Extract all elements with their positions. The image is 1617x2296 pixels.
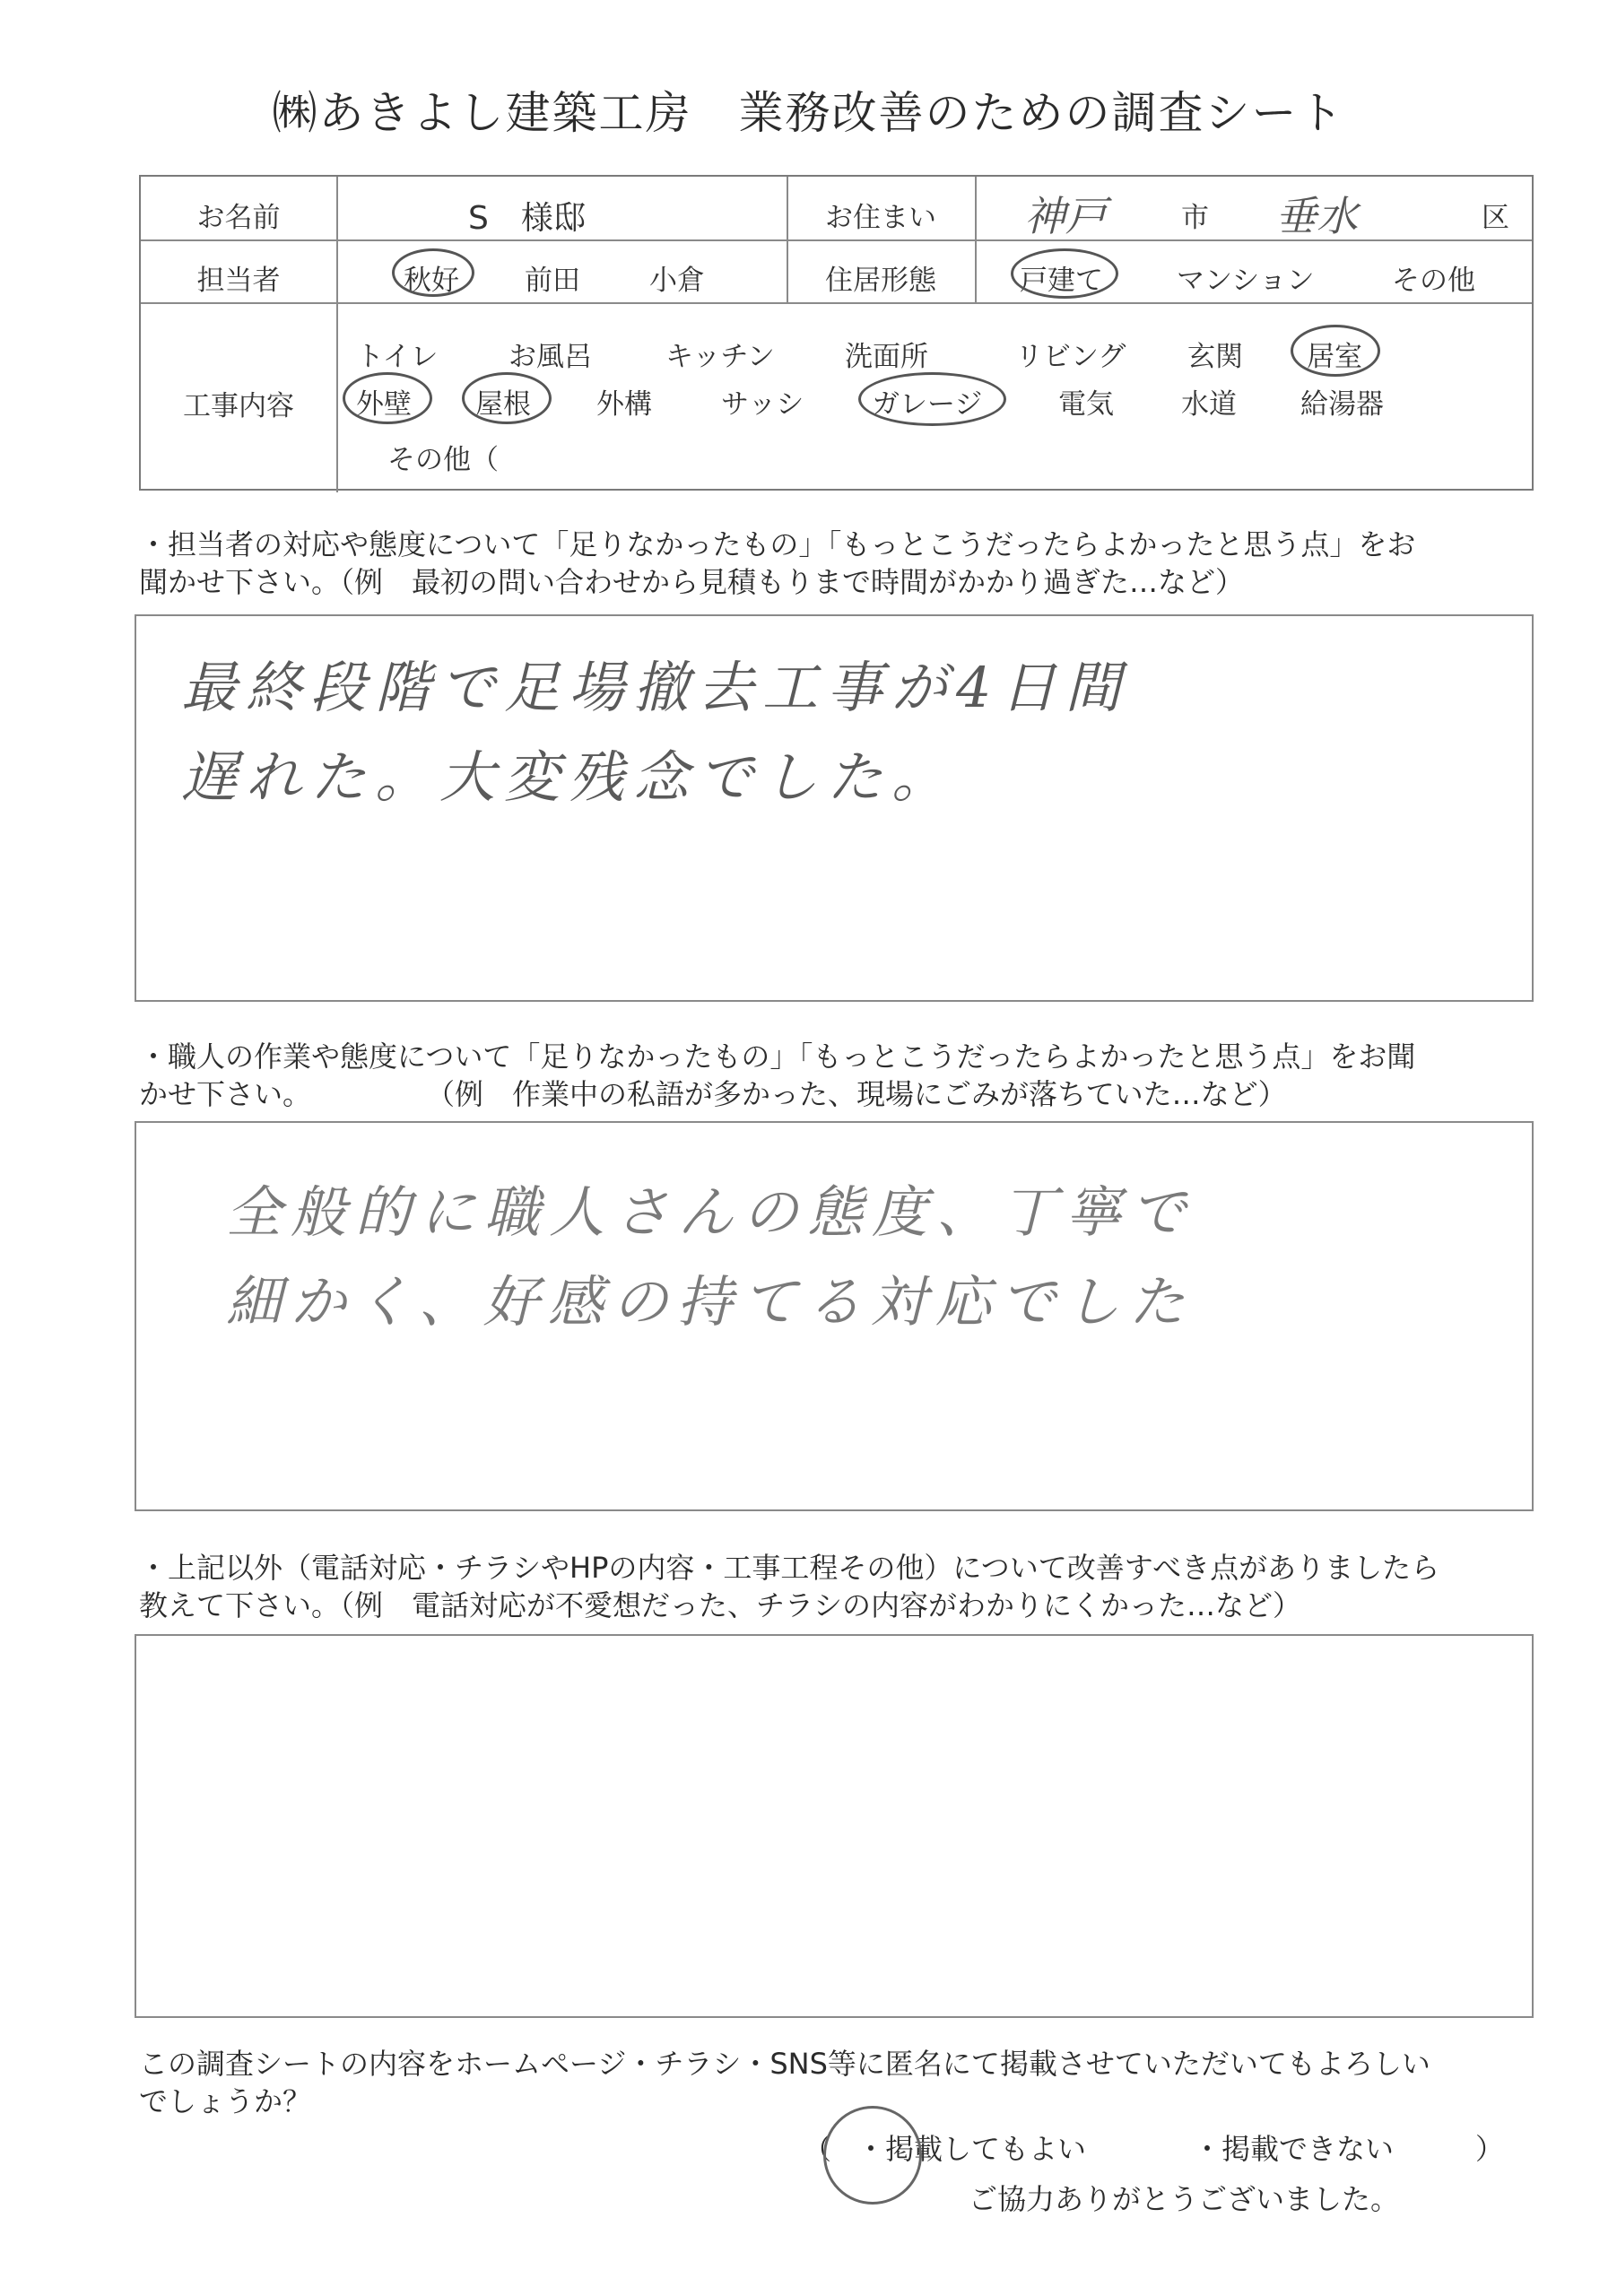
answer-1-line-2: 遅れた。大変残念でした。 xyxy=(181,744,957,810)
work-option: トイレ xyxy=(356,341,439,373)
question-2-line-2: かせ下さい。 （例 作業中の私語が多かった、現場にごみが落ちていた…など） xyxy=(139,1077,1287,1111)
consent-line-2: でしょうか？ xyxy=(139,2084,312,2118)
staff-option-akiyoshi: 秋好 xyxy=(404,265,459,297)
work-option: 玄関 xyxy=(1187,341,1243,373)
work-option: 電気 xyxy=(1058,388,1114,421)
thanks-message: ご協力ありがとうございました。 xyxy=(969,2182,1400,2216)
page-title: ㈱あきよし建築工房 業務改善のための調査シート xyxy=(272,87,1345,139)
consent-option-yes[interactable]: ・掲載してもよい xyxy=(856,2132,1087,2166)
answer-box-3[interactable] xyxy=(135,1634,1534,2018)
table-divider xyxy=(141,302,1532,304)
answer-1-line-1: 最終段階で足場撤去工事が4日間 xyxy=(181,655,1130,720)
housing-option-house: 戸建て xyxy=(1020,265,1103,297)
question-1-line-1: ・担当者の対応や態度について「足りなかったもの」「もっとこうだったらよかったと思う点」をお xyxy=(139,527,1416,561)
consent-open-paren: （ xyxy=(803,2132,832,2166)
work-option: サッシ xyxy=(721,388,804,421)
work-selection-circle xyxy=(462,372,552,424)
answer-box-2[interactable] xyxy=(135,1121,1534,1511)
answer-2-line-2: 細かく、好感の持てる対応でした xyxy=(226,1269,1194,1335)
answer-box-1[interactable] xyxy=(135,614,1534,1002)
work-selection-circle xyxy=(343,372,432,424)
name-value: S 様邸 xyxy=(468,200,586,237)
staff-selection-circle xyxy=(392,248,474,297)
housing-selection-circle xyxy=(1011,248,1118,299)
work-option: お風呂 xyxy=(509,341,592,373)
work-option-other: その他（ xyxy=(387,444,499,476)
info-table xyxy=(139,175,1534,491)
question-2-line-1: ・職人の作業や態度について「足りなかったもの」「もっとこうだったらよかったと思う点」をお聞 xyxy=(139,1039,1416,1074)
work-option-selected: 外壁 xyxy=(356,388,412,421)
housing-option-other: その他 xyxy=(1392,265,1475,297)
consent-selection-circle xyxy=(823,2106,922,2205)
answer-2-line-1: 全般的に職人さんの態度、丁寧で xyxy=(226,1179,1195,1245)
work-selection-circle xyxy=(858,372,1006,426)
question-3-line-1: ・上記以外（電話対応・チラシやHPの内容・工事工程その他）について改善すべき点がありましたら xyxy=(139,1551,1440,1585)
consent-line-1: この調査シートの内容をホームページ・チラシ・SNS等に匿名にて掲載させていただいてもよろしい xyxy=(139,2047,1430,2081)
question-3-line-2: 教えて下さい。（例 電話対応が不愛想だった、チラシの内容がわかりにくかった…など） xyxy=(139,1588,1302,1622)
work-option-selected: 屋根 xyxy=(475,388,531,421)
work-option-selected: 居室 xyxy=(1307,341,1362,373)
address-ward: 垂水 xyxy=(1275,192,1358,240)
question-1-line-2: 聞かせ下さい。（例 最初の問い合わせから見積もりまで時間がかかり過ぎた…など） xyxy=(139,565,1245,599)
work-option: 給湯器 xyxy=(1300,388,1384,421)
work-option: キッチン xyxy=(665,341,775,373)
consent-close-paren: ） xyxy=(1475,2132,1505,2166)
work-option-selected: ガレージ xyxy=(872,388,983,421)
staff-option-ogura: 小倉 xyxy=(649,265,705,297)
work-label: 工事内容 xyxy=(183,390,294,422)
work-option: 洗面所 xyxy=(845,341,928,373)
consent-option-no[interactable]: ・掲載できない xyxy=(1193,2132,1395,2166)
housing-option-mansion: マンション xyxy=(1177,265,1315,297)
work-option: リビング xyxy=(1015,341,1126,373)
staff-option-maeda: 前田 xyxy=(525,265,580,297)
work-option: 水道 xyxy=(1181,388,1237,421)
name-label: お名前 xyxy=(196,202,281,234)
work-option: 外構 xyxy=(596,388,652,421)
work-selection-circle xyxy=(1291,325,1380,377)
address-city-suffix: 市 xyxy=(1181,202,1209,234)
housing-label: 住居形態 xyxy=(825,265,936,297)
table-divider xyxy=(336,177,338,492)
table-divider xyxy=(975,177,977,302)
address-city: 神戸 xyxy=(1024,192,1107,240)
address-label: お住まい xyxy=(825,202,936,234)
address-ward-suffix: 区 xyxy=(1482,202,1509,234)
staff-label: 担当者 xyxy=(196,265,281,297)
